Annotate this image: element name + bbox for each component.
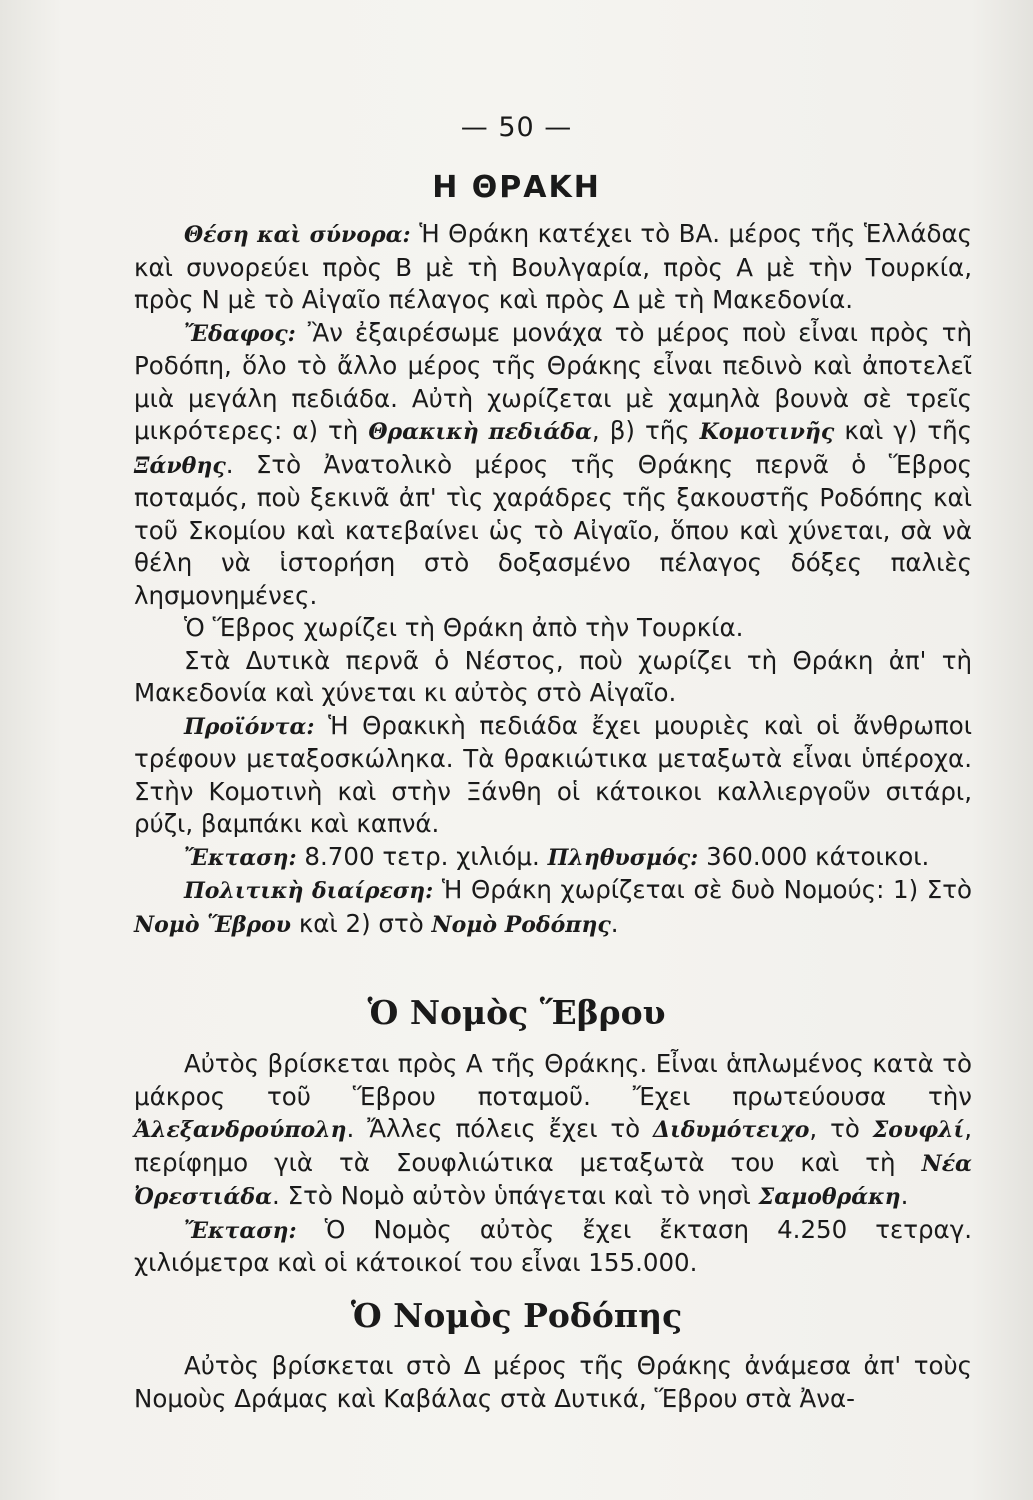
paragraph-evros-area bbox=[134, 1214, 972, 1280]
text-evros-f: . bbox=[900, 1181, 909, 1210]
term-nea-orestiada: Νέα Ὀρεστιάδα bbox=[134, 1150, 972, 1210]
paragraph-rodopi-description: Αὐτὸς βρίσκεται στὸ Δ μέρος τῆς Θράκης ἀνάμεσα ἀπ' τοὺς Νομοὺς Δράμας καὶ Καβάλας στὰ Δυτικά, Ἕβρου στὰ Ἀνα- bbox=[134, 1351, 972, 1413]
paragraph-evros-border: Ὁ Ἕβρος χωρίζει τὴ Θράκη ἀπὸ τὴν Τουρκία. bbox=[184, 613, 744, 642]
term-komotini: Κομοτινῆς bbox=[699, 419, 835, 445]
label-terrain: Ἔδαφος: bbox=[184, 320, 296, 347]
term-xanthi: Ξάνθης bbox=[134, 452, 226, 479]
term-samothraki: Σαμοθράκη bbox=[758, 1184, 901, 1210]
page-title: Η ΘΡΑΚΗ bbox=[432, 170, 601, 205]
term-thracian-plain: Θρακικὴ πεδιάδα bbox=[368, 419, 592, 445]
paragraph-divisions bbox=[134, 874, 972, 941]
text-products: Ἡ Θρακικὴ πεδιάδα ἔχει μουριὲς καὶ οἱ ἄνθρωποι τρέφουν μεταξοσκώληκα. Τὰ θρακιώτικα μεταξωτὰ εἶναι ὑπέροχα. Στὴν Κομοτινὴ καὶ στὴν Ξάνθη οἱ κάτοικοι καλλιεργοῦν σιτάρι, ρύζι, βαμπάκι καὶ καπνά. bbox=[134, 710, 972, 838]
text-evros-e: . Στὸ Νομὸ αὐτὸν ὑπάγεται καὶ τὸ νησὶ bbox=[272, 1181, 759, 1210]
text-evros-a: Αὐτὸς βρίσκεται πρὸς Α τῆς Θράκης. Εἶναι ἁπλωμένος κατὰ τὸ μάκρος τοῦ Ἕβρου ποταμοῦ. Ἔχει πρωτεύουσα τὴν bbox=[134, 1049, 972, 1111]
paragraph-area-population bbox=[134, 841, 972, 875]
text-terrain-b: , β) τῆς bbox=[591, 416, 700, 445]
term-alexandroupoli: Ἀλεξανδρούπολη bbox=[134, 1117, 347, 1143]
heading-nomos-rodopis: Ὁ Νομὸς Ροδόπης bbox=[350, 1296, 683, 1335]
term-nomos-evrou: Νομὸ Ἕβρου bbox=[134, 911, 292, 938]
paragraph-products bbox=[134, 710, 972, 841]
text-evros-b: . Ἄλλες πόλεις ἔχει τὸ bbox=[346, 1114, 654, 1143]
section-evros bbox=[134, 1048, 972, 1280]
paragraph-terrain bbox=[134, 317, 972, 613]
label-evros-area: Ἔκταση: bbox=[184, 1217, 297, 1244]
label-population: Πληθυσμός: bbox=[547, 844, 699, 871]
text-evros-c: , τὸ bbox=[809, 1114, 873, 1143]
term-nomos-rodopis: Νομὸ Ροδόπης bbox=[431, 911, 611, 938]
paragraph-nestos: Στὰ Δυτικὰ περνᾶ ὁ Νέστος, ποὺ χωρίζει τὴ Θράκη ἀπ' τὴ Μακεδονία καὶ χύνεται κι αὐτὸς στὸ Αἰγαῖο. bbox=[134, 645, 972, 707]
text-divisions-b: καὶ 2) στὸ bbox=[291, 908, 432, 938]
label-area: Ἔκταση: bbox=[184, 844, 297, 871]
text-evros-area: Ὁ Νομὸς αὐτὸς ἔχει ἔκταση 4.250 τετραγ. χιλιόμετρα καὶ οἱ κάτοικοί του εἶναι 155.000. bbox=[134, 1214, 972, 1277]
text-position: Ἡ Θράκη κατέχει τὸ ΒΑ. μέρος τῆς Ἑλλάδας καὶ συνορεύει πρὸς Β μὲ τὴ Βουλγαρία, πρὸς Α μὲ τὴν Τουρκία, πρὸς Ν μὲ τὸ Αἰγαῖο πέλαγος καὶ πρὸς Δ μὲ τὴ Μακεδονία. bbox=[134, 219, 972, 314]
text-population: 360.000 κάτοικοι. bbox=[698, 841, 930, 871]
heading-nomos-evrou: Ὁ Νομὸς Ἕβρου bbox=[367, 993, 666, 1032]
paragraph-evros-description bbox=[134, 1048, 972, 1214]
text-evros-d: , περίφημο γιὰ τὰ Σουφλιώτικα μεταξωτὰ του καὶ τὴ bbox=[134, 1114, 972, 1177]
text-terrain-a: Ἂν ἐξαιρέσωμε μονάχα τὸ μέρος ποὺ εἶναι πρὸς τὴ Ροδόπη, ὅλο τὸ ἄλλο μέρος τῆς Θράκης εἶναι πεδινὸ καὶ ἀποτελεῖ μιὰ μεγάλη πεδιάδα. Αὐτὴ χωρίζεται μὲ χαμηλὰ βουνὰ σὲ τρεῖς μικρότερες: α) τὴ bbox=[134, 317, 972, 445]
term-soufli: Σουφλί bbox=[872, 1117, 965, 1143]
label-position: Θέση καὶ σύνορα: bbox=[184, 222, 411, 248]
label-divisions: Πολιτικὴ διαίρεση: bbox=[184, 878, 434, 904]
text-terrain-d: . Στὸ Ἀνατολικὸ μέρος τῆς Θράκης περνᾶ ὁ Ἕβρος ποταμός, ποὺ ξεκινᾶ ἀπ' τὶς χαράδρες τῆς ξακουστῆς Ροδόπης καὶ τοῦ Σκομίου καὶ κατεβαίνει ὡς τὸ Αἰγαῖο, ὅπου καὶ χύνεται, σὰ νὰ θέλη νὰ ἱστορήση στὸ δοξασμένο πέλαγος δόξες παλιὲς λησμονημένες. bbox=[134, 449, 972, 610]
section-thrace bbox=[134, 218, 972, 941]
section-rodopi bbox=[134, 1350, 972, 1415]
paragraph-position bbox=[134, 218, 972, 317]
text-divisions-c: . bbox=[610, 908, 619, 938]
text-area: 8.700 τετρ. χιλιόμ. bbox=[296, 841, 548, 871]
text-terrain-c: καὶ γ) τῆς bbox=[834, 416, 972, 445]
text-divisions-a: Ἡ Θράκη χωρίζεται σὲ δυὸ Νομούς: 1) Στὸ bbox=[433, 875, 973, 904]
label-products: Προϊόντα: bbox=[184, 713, 315, 740]
page-number: — 50 — bbox=[460, 112, 573, 143]
term-didymoteicho: Διδυμότειχο bbox=[653, 1117, 810, 1143]
